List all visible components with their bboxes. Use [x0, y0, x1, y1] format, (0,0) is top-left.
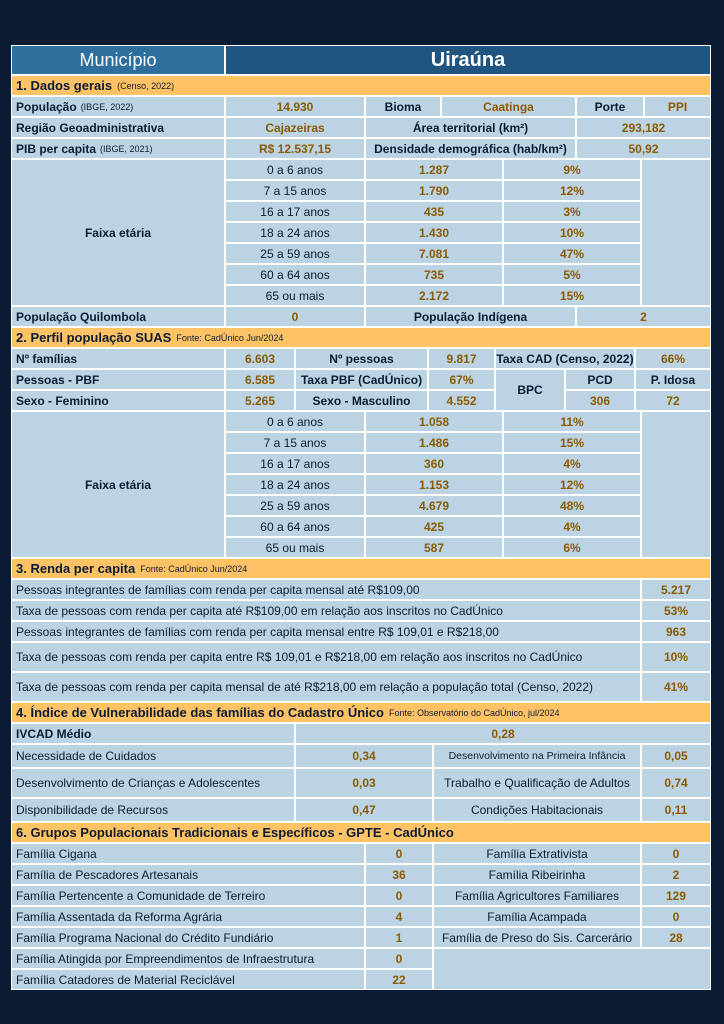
gpte-left-label: Família Programa Nacional do Crédito Fundiário — [11, 927, 365, 948]
ivcad-dim-label: Disponibilidade de Recursos — [11, 798, 295, 822]
s2-faixa-spacer — [641, 411, 711, 558]
s1-faixa-pct: 15% — [503, 285, 641, 306]
gpte-right-value: 129 — [641, 885, 711, 906]
gpte-left-label: Família Pertencente a Comunidade de Terreiro — [11, 885, 365, 906]
feminino-label: Sexo - Feminino — [11, 390, 225, 411]
s1-faixa-count: 2.172 — [365, 285, 503, 306]
s1-row-populacao — [11, 96, 711, 117]
s2-faixa-pct: 15% — [503, 432, 641, 453]
idosa-label: P. Idosa — [635, 369, 711, 390]
pbf-value: 6.585 — [225, 369, 295, 390]
section-4-source: Fonte: Observatório do CadÚnico, jul/2024 — [388, 707, 560, 718]
s2-faixa-etaria-table — [11, 411, 711, 558]
gpte-left-label: Família Cigana — [11, 843, 365, 864]
gpte-right-label: Família Acampada — [433, 906, 641, 927]
section-2-title-text: 2. Perfil população SUAS — [16, 330, 172, 345]
s1-faixa-age: 7 a 15 anos — [225, 180, 365, 201]
s2-faixa-pct: 4% — [503, 453, 641, 474]
s2-faixa-count: 587 — [365, 537, 503, 558]
gpte-right-value: 28 — [641, 927, 711, 948]
section-4-title — [11, 702, 711, 723]
section-3-title — [11, 558, 711, 579]
header-municipio-name: Uiraúna — [225, 45, 711, 75]
ivcad-dim-label: Desenvolvimento na Primeira Infância — [433, 744, 641, 768]
s4-ivcad-row — [11, 723, 711, 744]
s1-faixa-etaria-label: Faixa etária — [11, 159, 225, 306]
masculino-label: Sexo - Masculino — [295, 390, 428, 411]
pessoas-value: 9.817 — [428, 348, 495, 369]
section-1-title-text: 1. Dados gerais — [16, 78, 113, 93]
gpte-right-label: Família de Preso do Sis. Carcerário — [433, 927, 641, 948]
renda-row-value: 53% — [641, 600, 711, 621]
densidade-value: 50,92 — [576, 138, 711, 159]
s1-faixa-count: 435 — [365, 201, 503, 222]
section-3-title-text: 3. Renda per capita — [16, 561, 136, 576]
s1-faixa-age: 0 a 6 anos — [225, 159, 365, 180]
familias-label: Nº famílias — [11, 348, 225, 369]
renda-row-value: 10% — [641, 642, 711, 672]
s2-faixa-pct: 4% — [503, 516, 641, 537]
s1-faixa-count: 1.790 — [365, 180, 503, 201]
bpc-label: BPC — [495, 369, 565, 411]
gpte-right-label: Família Extrativista — [433, 843, 641, 864]
gpte-left-label: Família Catadores de Material Reciclável — [11, 969, 365, 990]
ivcad-dim-label: Necessidade de Cuidados — [11, 744, 295, 768]
s2-faixa-age: 7 a 15 anos — [225, 432, 365, 453]
section-6-title-text: 6. Grupos Populacionais Tradicionais e Específicos - GPTE - CadÚnico — [16, 825, 454, 840]
gpte-left-value: 0 — [365, 948, 433, 969]
indigena-value: 2 — [576, 306, 711, 327]
area-label: Área territorial (km²) — [365, 117, 576, 138]
gpte-left-value: 0 — [365, 885, 433, 906]
renda-row-value: 963 — [641, 621, 711, 642]
gpte-right-label: Família Agricultores Familiares — [433, 885, 641, 906]
ivcad-dim-label: Trabalho e Qualificação de Adultos — [433, 768, 641, 798]
pcd-label: PCD — [565, 369, 635, 390]
s2-faixa-pct: 48% — [503, 495, 641, 516]
masculino-value: 4.552 — [428, 390, 495, 411]
quilombola-value: 0 — [225, 306, 365, 327]
s1-faixa-age: 25 a 59 anos — [225, 243, 365, 264]
quilombola-label: População Quilombola — [11, 306, 225, 327]
area-value: 293,182 — [576, 117, 711, 138]
renda-row-label: Taxa de pessoas com renda per capita entre R$ 109,01 e R$218,00 em relação aos inscritos no CadÚnico — [11, 642, 641, 672]
gpte-left-label: Família Atingida por Empreendimentos de Infraestrutura — [11, 948, 365, 969]
gpte-left-value: 36 — [365, 864, 433, 885]
s1-row-pib — [11, 138, 711, 159]
s2-faixa-pct: 12% — [503, 474, 641, 495]
renda-row-value: 41% — [641, 672, 711, 702]
header-municipio-label: Município — [11, 45, 225, 75]
s2-faixa-count: 1.153 — [365, 474, 503, 495]
s1-faixa-pct: 10% — [503, 222, 641, 243]
gpte-right-value: 0 — [641, 843, 711, 864]
porte-label: Porte — [576, 96, 644, 117]
s2-faixa-age: 16 a 17 anos — [225, 453, 365, 474]
s1-faixa-pct: 9% — [503, 159, 641, 180]
populacao-value: 14.930 — [225, 96, 365, 117]
gpte-right-value: 0 — [641, 906, 711, 927]
gpte-left-value: 1 — [365, 927, 433, 948]
s3-renda-table — [11, 579, 711, 702]
pib-label: PIB per capita (IBGE, 2021) — [11, 138, 225, 159]
s1-faixa-pct: 47% — [503, 243, 641, 264]
section-2-source: Fonte: CadÚnico Jun/2024 — [176, 332, 284, 343]
densidade-label: Densidade demográfica (hab/km²) — [365, 138, 576, 159]
taxa-cad-value: 66% — [635, 348, 711, 369]
populacao-label: População (IBGE, 2022) — [11, 96, 225, 117]
s2-row-familias — [11, 348, 711, 369]
s1-faixa-age: 60 a 64 anos — [225, 264, 365, 285]
feminino-value: 5.265 — [225, 390, 295, 411]
taxa-cad-label: Taxa CAD (Censo, 2022) — [495, 348, 635, 369]
s1-faixa-pct: 12% — [503, 180, 641, 201]
s2-faixa-age: 25 a 59 anos — [225, 495, 365, 516]
ivcad-dim-value: 0,11 — [641, 798, 711, 822]
renda-row-value: 5.217 — [641, 579, 711, 600]
ivcad-label: IVCAD Médio — [11, 723, 295, 744]
s1-row-quilombola — [11, 306, 711, 327]
s1-row-regiao — [11, 117, 711, 138]
s1-faixa-count: 1.430 — [365, 222, 503, 243]
gpte-left-value: 4 — [365, 906, 433, 927]
gpte-left-value: 0 — [365, 843, 433, 864]
ivcad-dim-value: 0,47 — [295, 798, 433, 822]
section-6-title — [11, 822, 711, 843]
s2-faixa-age: 65 ou mais — [225, 537, 365, 558]
bioma-label: Bioma — [365, 96, 441, 117]
sheet-header — [11, 45, 711, 75]
ivcad-dim-label: Condições Habitacionais — [433, 798, 641, 822]
s1-faixa-count: 735 — [365, 264, 503, 285]
gpte-right-label: Família Ribeirinha — [433, 864, 641, 885]
section-1-title — [11, 75, 711, 96]
pib-value: R$ 12.537,15 — [225, 138, 365, 159]
s2-faixa-count: 1.058 — [365, 411, 503, 432]
s1-faixa-spacer — [641, 159, 711, 306]
municipal-data-sheet — [11, 45, 711, 987]
ivcad-value: 0,28 — [295, 723, 711, 744]
ivcad-dim-label: Desenvolvimento de Crianças e Adolescentes — [11, 768, 295, 798]
gpte-left-value: 22 — [365, 969, 433, 990]
regiao-value: Cajazeiras — [225, 117, 365, 138]
pessoas-label: Nº pessoas — [295, 348, 428, 369]
section-4-title-text: 4. Índice de Vulnerabilidade das famílias do Cadastro Único — [16, 705, 384, 720]
s1-faixa-pct: 5% — [503, 264, 641, 285]
pbf-label: Pessoas - PBF — [11, 369, 225, 390]
section-2-title — [11, 327, 711, 348]
s2-rows-pbf-sexo — [11, 369, 711, 411]
s1-faixa-count: 1.287 — [365, 159, 503, 180]
s2-faixa-age: 18 a 24 anos — [225, 474, 365, 495]
indigena-label: População Indígena — [365, 306, 576, 327]
s2-faixa-count: 1.486 — [365, 432, 503, 453]
idosa-value: 72 — [635, 390, 711, 411]
ivcad-dim-value: 0,34 — [295, 744, 433, 768]
s2-faixa-pct: 11% — [503, 411, 641, 432]
section-1-source: (Censo, 2022) — [117, 80, 175, 91]
gpte-right-value: 2 — [641, 864, 711, 885]
s2-faixa-count: 425 — [365, 516, 503, 537]
s1-faixa-age: 18 a 24 anos — [225, 222, 365, 243]
porte-value: PPI — [644, 96, 711, 117]
pcd-value: 306 — [565, 390, 635, 411]
s6-gpte-table — [11, 843, 711, 990]
s2-faixa-etaria-label: Faixa etária — [11, 411, 225, 558]
s2-faixa-count: 4.679 — [365, 495, 503, 516]
section-3-source: Fonte: CadÚnico Jun/2024 — [140, 563, 248, 574]
s1-faixa-count: 7.081 — [365, 243, 503, 264]
s4-ivcad-table — [11, 744, 711, 822]
bioma-value: Caatinga — [441, 96, 576, 117]
s1-faixa-age: 16 a 17 anos — [225, 201, 365, 222]
taxa-pbf-label: Taxa PBF (CadÚnico) — [295, 369, 428, 390]
gpte-empty-cell — [433, 948, 711, 990]
regiao-label: Região Geoadministrativa — [11, 117, 225, 138]
ivcad-dim-value: 0,74 — [641, 768, 711, 798]
s1-faixa-etaria-table — [11, 159, 711, 306]
renda-row-label: Taxa de pessoas com renda per capita mensal de até R$218,00 em relação a população total (Censo, 2022) — [11, 672, 641, 702]
renda-row-label: Taxa de pessoas com renda per capita até R$109,00 em relação aos inscritos no CadÚnico — [11, 600, 641, 621]
gpte-left-label: Família de Pescadores Artesanais — [11, 864, 365, 885]
familias-value: 6.603 — [225, 348, 295, 369]
renda-row-label: Pessoas integrantes de famílias com renda per capita mensal até R$109,00 — [11, 579, 641, 600]
s2-faixa-age: 60 a 64 anos — [225, 516, 365, 537]
s2-faixa-pct: 6% — [503, 537, 641, 558]
gpte-left-label: Família Assentada da Reforma Agrária — [11, 906, 365, 927]
s2-faixa-age: 0 a 6 anos — [225, 411, 365, 432]
s1-faixa-age: 65 ou mais — [225, 285, 365, 306]
s2-faixa-count: 360 — [365, 453, 503, 474]
s1-faixa-pct: 3% — [503, 201, 641, 222]
taxa-pbf-value: 67% — [428, 369, 495, 390]
ivcad-dim-value: 0,05 — [641, 744, 711, 768]
renda-row-label: Pessoas integrantes de famílias com renda per capita mensal entre R$ 109,01 e R$218,00 — [11, 621, 641, 642]
ivcad-dim-value: 0,03 — [295, 768, 433, 798]
